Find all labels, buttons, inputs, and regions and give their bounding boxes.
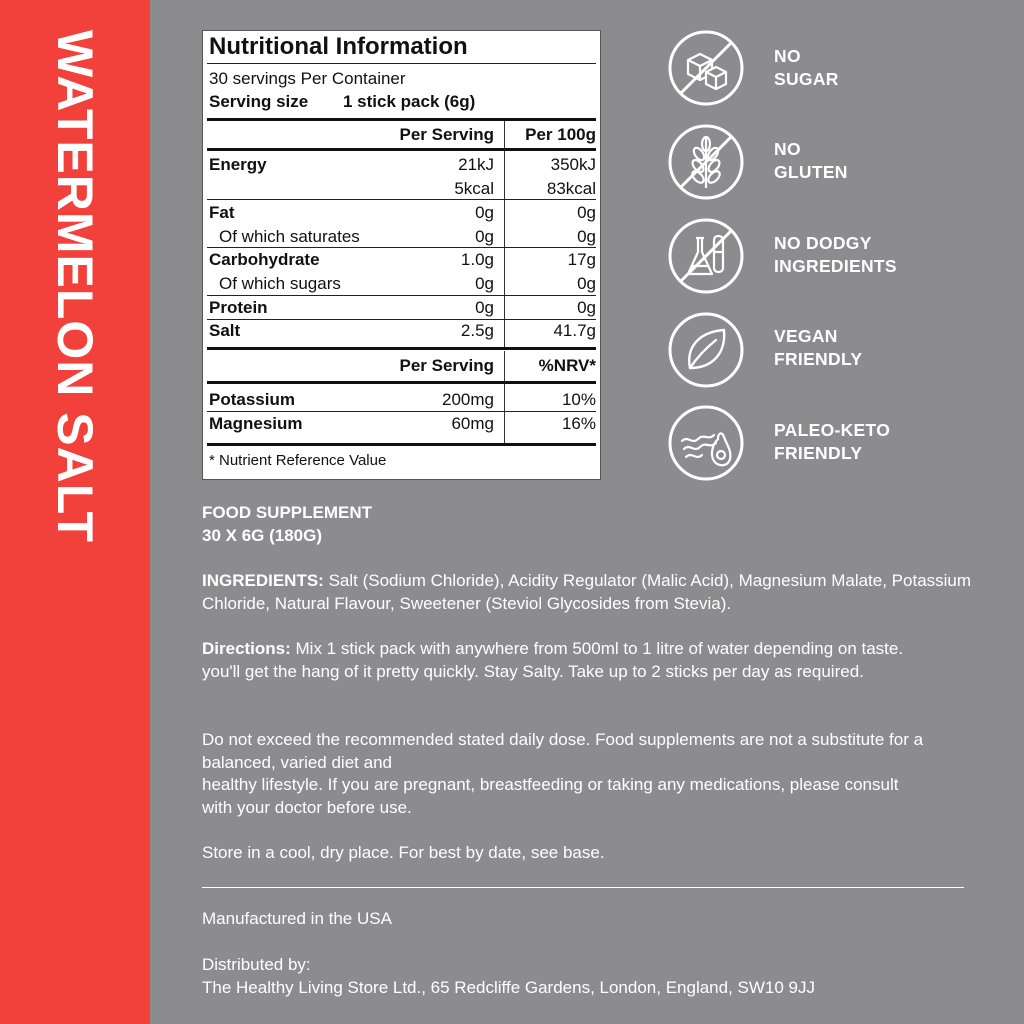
- claim-line: NO: [774, 139, 801, 159]
- magnesium-label: Magnesium: [209, 414, 303, 433]
- divider: [207, 381, 596, 384]
- carbohydrate-serving: 1.0g: [460, 250, 494, 269]
- nutrition-panel: [202, 30, 601, 480]
- carbohydrate-label: Carbohydrate: [209, 250, 320, 269]
- paleo-keto-icon: [668, 405, 744, 481]
- ingredients-paragraph: [202, 570, 972, 615]
- food-supplement-label: FOOD SUPPLEMENT: [202, 503, 373, 522]
- nrv-footnote: * Nutrient Reference Value: [209, 452, 387, 469]
- claim-line: NO DODGY: [774, 233, 872, 253]
- carbohydrate-100g: 17g: [567, 250, 596, 269]
- manufactured-in: Manufactured in the USA: [202, 909, 392, 928]
- salt-label: Salt: [209, 321, 241, 340]
- claim-line: FRIENDLY: [774, 443, 863, 463]
- divider: [207, 295, 596, 296]
- claim-paleo-keto-friendly: [774, 419, 890, 465]
- claim-line: NO: [774, 46, 801, 66]
- divider: [207, 347, 596, 350]
- claim-line: PALEO-KETO: [774, 420, 891, 440]
- energy-kcal-100g: 83kcal: [546, 179, 596, 198]
- product-title: WATERMELON SALT: [47, 30, 103, 544]
- saturates-100g: 0g: [577, 227, 596, 246]
- serving-size-label: Serving size: [209, 92, 309, 111]
- storage-instructions: Store in a cool, dry place. For best by date, see base.: [202, 843, 605, 862]
- col2-nrv: %NRV*: [538, 356, 596, 375]
- vegan-leaf-icon: [668, 312, 744, 388]
- warning-line-1: Do not exceed the recommended stated daily dose. Food supplements are not a substitute for a balanced, varied diet and: [202, 730, 924, 772]
- directions-paragraph: [202, 638, 942, 683]
- divider: [207, 247, 596, 248]
- energy-kj-serving: 21kJ: [458, 155, 494, 174]
- nutrition-title: Nutritional Information: [209, 33, 468, 60]
- distributed-by-label: Distributed by:: [202, 955, 311, 974]
- divider: [207, 199, 596, 200]
- potassium-nrv: 10%: [561, 390, 596, 409]
- magnesium-serving: 60mg: [451, 414, 494, 433]
- protein-serving: 0g: [475, 298, 494, 317]
- distributor-address: The Healthy Living Store Ltd., 65 Redcliffe Gardens, London, England, SW10 9JJ: [202, 978, 815, 997]
- fat-serving: 0g: [475, 203, 494, 222]
- divider: [207, 148, 596, 151]
- claim-line: FRIENDLY: [774, 349, 863, 369]
- divider: [207, 118, 596, 121]
- divider: [207, 443, 596, 446]
- column-divider: [504, 121, 505, 347]
- sugars-label: Of which sugars: [219, 274, 341, 293]
- sugars-serving: 0g: [475, 274, 494, 293]
- claim-no-sugar: [774, 45, 839, 91]
- energy-label: Energy: [209, 155, 267, 174]
- protein-label: Protein: [209, 298, 268, 317]
- claim-no-dodgy-ingredients: [774, 232, 897, 278]
- no-sugar-icon: [668, 30, 744, 106]
- divider: [207, 63, 596, 64]
- saturates-label: Of which saturates: [219, 227, 360, 246]
- column-divider: [504, 351, 505, 443]
- warning-line-2: healthy lifestyle. If you are pregnant, breastfeeding or taking any medications, please consult with your doctor before use.: [202, 775, 899, 817]
- salt-serving: 2.5g: [460, 321, 494, 340]
- col-per-serving: Per Serving: [399, 125, 494, 144]
- directions-label: Directions:: [202, 639, 291, 658]
- claim-line: VEGAN: [774, 326, 838, 346]
- divider: [207, 411, 596, 412]
- fat-100g: 0g: [577, 203, 596, 222]
- col-per-100g: Per 100g: [525, 125, 596, 144]
- net-quantity: 30 X 6G (180G): [202, 526, 323, 545]
- no-gluten-icon: [668, 124, 744, 200]
- fat-label: Fat: [209, 203, 235, 222]
- claim-no-gluten: [774, 138, 848, 184]
- claim-line: GLUTEN: [774, 162, 848, 182]
- salt-100g: 41.7g: [553, 321, 596, 340]
- protein-100g: 0g: [577, 298, 596, 317]
- potassium-label: Potassium: [209, 390, 295, 409]
- claim-line: SUGAR: [774, 69, 839, 89]
- claim-line: INGREDIENTS: [774, 256, 897, 276]
- serving-size-value: 1 stick pack (6g): [343, 92, 476, 111]
- energy-kcal-serving: 5kcal: [454, 179, 494, 198]
- potassium-serving: 200mg: [442, 390, 494, 409]
- claim-vegan-friendly: [774, 325, 862, 371]
- directions-text: Mix 1 stick pack with anywhere from 500ml to 1 litre of water depending on taste. you'll get the hang of it pretty quickly. Stay Salty. Take up to 2 sticks per day as required.: [202, 639, 904, 681]
- sugars-100g: 0g: [577, 274, 596, 293]
- energy-kj-100g: 350kJ: [550, 155, 596, 174]
- magnesium-nrv: 16%: [561, 414, 596, 433]
- servings-per-container: 30 servings Per Container: [209, 69, 406, 88]
- divider: [207, 319, 596, 320]
- col2-per-serving: Per Serving: [399, 356, 494, 375]
- no-dodgy-ingredients-icon: [668, 218, 744, 294]
- ingredients-text: Salt (Sodium Chloride), Acidity Regulator (Malic Acid), Magnesium Malate, Potassium Chloride, Natural Flavour, Sweetener (Steviol Glycosides from Stevia).: [202, 571, 972, 613]
- saturates-serving: 0g: [475, 227, 494, 246]
- divider: [202, 887, 964, 888]
- ingredients-label: INGREDIENTS:: [202, 571, 324, 590]
